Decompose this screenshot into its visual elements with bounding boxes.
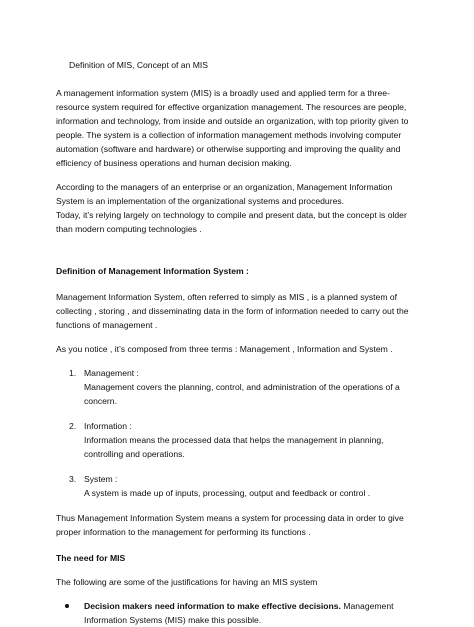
definition-line: collecting , storing , and disseminating data in the form of information needed to carry out the <box>56 306 409 316</box>
term-item <box>56 419 424 461</box>
definition-paragraph <box>56 290 424 332</box>
summary-line: Thus Management Information System means a system for processing data in order to give <box>56 513 404 523</box>
term-description-line: concern. <box>84 396 117 406</box>
term-item <box>56 472 424 500</box>
intro-line: A management information system (MIS) is a broadly used and applied term for a three- <box>56 88 390 98</box>
term-name: Information : <box>84 421 132 431</box>
justification-bold: Decision makers need information to make effective decisions. <box>84 601 341 611</box>
intro-line: information and technology, from inside and outside an organization, with top priority given to <box>56 116 409 126</box>
justification-item <box>56 599 424 627</box>
terms-list <box>56 366 424 500</box>
term-description-line: Management covers the planning, control, and administration of the operations of a <box>84 382 400 392</box>
justification-rest-line: Information Systems (MIS) make this possible. <box>84 615 262 625</box>
managers-line: According to the managers of an enterprise or an organization, Management Information <box>56 182 393 192</box>
term-description-line: Information means the processed data that helps the management in planning, <box>84 435 384 445</box>
term-number: 3. <box>69 474 77 484</box>
term-name: System : <box>84 474 118 484</box>
intro-line: automation (software and hardware) or otherwise supporting and improving the quality and <box>56 144 401 154</box>
summary-paragraph <box>56 511 424 539</box>
managers-line: System is an implementation of the organizational systems and procedures. <box>56 196 345 206</box>
managers-line: Today, it’s relying largely on technology to compile and present data, but the concept is older <box>56 210 407 220</box>
definition-heading: Definition of Management Information System : <box>56 266 249 276</box>
term-number: 2. <box>69 421 77 431</box>
term-number: 1. <box>69 368 77 378</box>
term-description-line: controlling and operations. <box>84 449 185 459</box>
intro-line: efficiency of business operations and human decision making. <box>56 158 292 168</box>
document-body <box>56 58 424 627</box>
intro-line: people. The system is a collection of information management methods involving computer <box>56 130 402 140</box>
managers-paragraph <box>56 180 424 236</box>
justification-rest: Management <box>340 601 394 611</box>
term-item <box>56 366 424 408</box>
term-name: Management : <box>84 368 139 378</box>
term-description-line: A system is made up of inputs, processing, output and feedback or control . <box>84 488 371 498</box>
bullet-icon <box>65 604 69 608</box>
need-intro: The following are some of the justifications for having an MIS system <box>56 577 318 587</box>
justification-list <box>56 599 424 627</box>
terms-intro: As you notice , it’s composed from three terms : Management , Information and System . <box>56 344 393 354</box>
summary-line: proper information to the management for performing its functions . <box>56 527 311 537</box>
intro-paragraph <box>56 86 424 170</box>
document-title: Definition of MIS, Concept of an MIS <box>69 60 208 70</box>
managers-line: than modern computing technologies . <box>56 224 202 234</box>
need-heading: The need for MIS <box>56 553 126 563</box>
definition-line: functions of management . <box>56 320 158 330</box>
intro-line: resource system required for effective organization management. The resources are people, <box>56 102 407 112</box>
definition-line: Management Information System, often referred to simply as MIS , is a planned system of <box>56 292 398 302</box>
